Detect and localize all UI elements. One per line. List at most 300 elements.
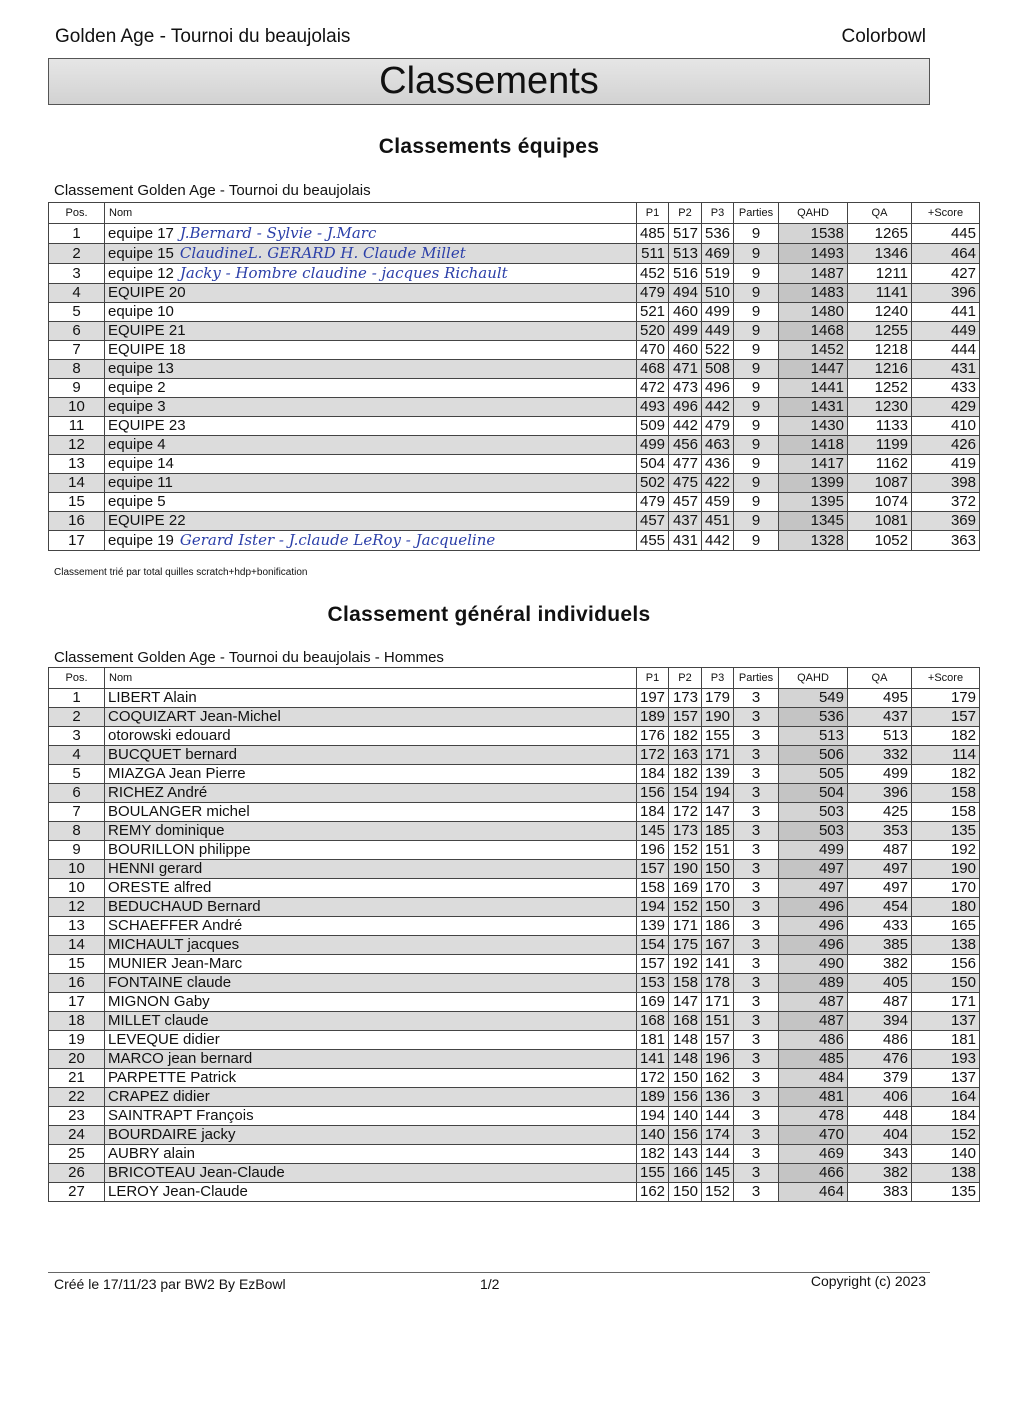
- pos-cell: 9: [49, 841, 105, 860]
- parties-cell: 3: [734, 1088, 779, 1107]
- table-row: [49, 936, 980, 955]
- p3-cell: 469: [702, 244, 734, 264]
- table-row: [49, 1107, 980, 1126]
- table-row: [49, 322, 980, 341]
- table-row: [49, 455, 980, 474]
- p3-cell: 139: [702, 765, 734, 784]
- parties-cell: 3: [734, 898, 779, 917]
- pos-cell: 26: [49, 1164, 105, 1183]
- p1-cell: 172: [637, 1069, 669, 1088]
- p3-cell: 510: [702, 284, 734, 303]
- score-cell: 171: [912, 993, 980, 1012]
- p1-cell: 194: [637, 898, 669, 917]
- qahd-cell: 549: [779, 689, 848, 708]
- score-cell: 372: [912, 493, 980, 512]
- p3-cell: 186: [702, 917, 734, 936]
- p3-cell: 496: [702, 379, 734, 398]
- table-row: [49, 1164, 980, 1183]
- parties-cell: 3: [734, 936, 779, 955]
- score-cell: 156: [912, 955, 980, 974]
- p2-cell: 150: [669, 1069, 702, 1088]
- parties-cell: 9: [734, 244, 779, 264]
- p1-cell: 509: [637, 417, 669, 436]
- p2-cell: 192: [669, 955, 702, 974]
- p3-cell: 178: [702, 974, 734, 993]
- pos-cell: 15: [49, 493, 105, 512]
- score-cell: 137: [912, 1069, 980, 1088]
- col-qa-header: QA: [848, 203, 912, 224]
- qahd-cell: 1328: [779, 531, 848, 551]
- p1-cell: 502: [637, 474, 669, 493]
- pos-cell: 13: [49, 455, 105, 474]
- name-cell: otorowski edouard: [105, 727, 637, 746]
- table-row: [49, 1183, 980, 1202]
- qahd-cell: 1480: [779, 303, 848, 322]
- name-cell: EQUIPE 18: [105, 341, 637, 360]
- qa-cell: 486: [848, 1031, 912, 1050]
- p3-cell: 174: [702, 1126, 734, 1145]
- p2-cell: 169: [669, 879, 702, 898]
- p3-cell: 194: [702, 784, 734, 803]
- table-row: [49, 531, 980, 551]
- p3-cell: 145: [702, 1164, 734, 1183]
- p2-cell: 494: [669, 284, 702, 303]
- col-qahd-header: QAHD: [779, 668, 848, 689]
- score-cell: 427: [912, 264, 980, 284]
- table-row: [49, 1088, 980, 1107]
- p3-cell: 196: [702, 1050, 734, 1069]
- p1-cell: 452: [637, 264, 669, 284]
- parties-cell: 3: [734, 1183, 779, 1202]
- qahd-cell: 503: [779, 803, 848, 822]
- p1-cell: 184: [637, 803, 669, 822]
- p1-cell: 155: [637, 1164, 669, 1183]
- table-row: [49, 264, 980, 284]
- p1-cell: 520: [637, 322, 669, 341]
- name-cell: BOULANGER michel: [105, 803, 637, 822]
- qa-cell: 437: [848, 708, 912, 727]
- p2-cell: 152: [669, 841, 702, 860]
- table-row: [49, 993, 980, 1012]
- p1-cell: 521: [637, 303, 669, 322]
- col-pos-header: Pos.: [49, 668, 105, 689]
- pos-cell: 17: [49, 993, 105, 1012]
- p2-cell: 431: [669, 531, 702, 551]
- p2-cell: 471: [669, 360, 702, 379]
- qa-cell: 1211: [848, 264, 912, 284]
- p2-cell: 513: [669, 244, 702, 264]
- p3-cell: 463: [702, 436, 734, 455]
- p1-cell: 189: [637, 1088, 669, 1107]
- score-cell: 137: [912, 1012, 980, 1031]
- qa-cell: 513: [848, 727, 912, 746]
- p2-cell: 156: [669, 1126, 702, 1145]
- col-score-header: +Score: [912, 203, 980, 224]
- p2-cell: 148: [669, 1031, 702, 1050]
- parties-cell: 9: [734, 417, 779, 436]
- p2-cell: 158: [669, 974, 702, 993]
- table-row: [49, 784, 980, 803]
- qa-cell: 1240: [848, 303, 912, 322]
- qahd-cell: 1417: [779, 455, 848, 474]
- p2-cell: 147: [669, 993, 702, 1012]
- pos-cell: 10: [49, 398, 105, 417]
- p1-cell: 157: [637, 955, 669, 974]
- name-cell: MARCO jean bernard: [105, 1050, 637, 1069]
- score-cell: 182: [912, 727, 980, 746]
- table-row: [49, 955, 980, 974]
- parties-cell: 3: [734, 860, 779, 879]
- qahd-cell: 484: [779, 1069, 848, 1088]
- qa-cell: 1133: [848, 417, 912, 436]
- col-p2-header: P2: [669, 203, 702, 224]
- qa-cell: 487: [848, 841, 912, 860]
- name-cell: MIGNON Gaby: [105, 993, 637, 1012]
- p2-cell: 456: [669, 436, 702, 455]
- name-cell: equipe 10: [105, 303, 637, 322]
- score-cell: 441: [912, 303, 980, 322]
- p3-cell: 422: [702, 474, 734, 493]
- handwritten-note: J.Bernard - Sylvie - J.Marc: [179, 224, 377, 242]
- p1-cell: 479: [637, 284, 669, 303]
- score-cell: 192: [912, 841, 980, 860]
- p2-cell: 460: [669, 303, 702, 322]
- name-cell: MILLET claude: [105, 1012, 637, 1031]
- parties-cell: 9: [734, 303, 779, 322]
- p1-cell: 156: [637, 784, 669, 803]
- pos-cell: 8: [49, 360, 105, 379]
- score-cell: 158: [912, 784, 980, 803]
- score-cell: 398: [912, 474, 980, 493]
- parties-cell: 9: [734, 398, 779, 417]
- qa-cell: 1052: [848, 531, 912, 551]
- p3-cell: 151: [702, 1012, 734, 1031]
- p1-cell: 145: [637, 822, 669, 841]
- table-row: [49, 974, 980, 993]
- p1-cell: 504: [637, 455, 669, 474]
- parties-cell: 3: [734, 1126, 779, 1145]
- p2-cell: 171: [669, 917, 702, 936]
- qahd-cell: 481: [779, 1088, 848, 1107]
- p2-cell: 175: [669, 936, 702, 955]
- qahd-cell: 485: [779, 1050, 848, 1069]
- qahd-cell: 486: [779, 1031, 848, 1050]
- score-cell: 157: [912, 708, 980, 727]
- parties-cell: 9: [734, 284, 779, 303]
- name-cell: EQUIPE 22: [105, 512, 637, 531]
- pos-cell: 6: [49, 784, 105, 803]
- p2-cell: 190: [669, 860, 702, 879]
- name-cell: HENNI gerard: [105, 860, 637, 879]
- col-score-header: +Score: [912, 668, 980, 689]
- p3-cell: 179: [702, 689, 734, 708]
- qahd-cell: 466: [779, 1164, 848, 1183]
- score-cell: 190: [912, 860, 980, 879]
- score-cell: 363: [912, 531, 980, 551]
- table-row: [49, 708, 980, 727]
- name-cell: SCHAEFFER André: [105, 917, 637, 936]
- p2-cell: 475: [669, 474, 702, 493]
- p3-cell: 151: [702, 841, 734, 860]
- p3-cell: 144: [702, 1107, 734, 1126]
- handwritten-note: Gerard Ister - J.claude LeRoy - Jacqueline: [179, 531, 496, 549]
- name-cell: BEDUCHAUD Bernard: [105, 898, 637, 917]
- p2-cell: 517: [669, 224, 702, 244]
- pos-cell: 12: [49, 898, 105, 917]
- qahd-cell: 1452: [779, 341, 848, 360]
- table-row: [49, 244, 980, 264]
- pos-cell: 6: [49, 322, 105, 341]
- p2-cell: 156: [669, 1088, 702, 1107]
- name-cell: equipe 2: [105, 379, 637, 398]
- qahd-cell: 496: [779, 917, 848, 936]
- table-row: [49, 417, 980, 436]
- qa-cell: 497: [848, 879, 912, 898]
- p1-cell: 457: [637, 512, 669, 531]
- p3-cell: 522: [702, 341, 734, 360]
- name-cell: AUBRY alain: [105, 1145, 637, 1164]
- table-row: [49, 727, 980, 746]
- table-row: [49, 341, 980, 360]
- pos-cell: 4: [49, 284, 105, 303]
- pos-cell: 5: [49, 303, 105, 322]
- score-cell: 179: [912, 689, 980, 708]
- parties-cell: 3: [734, 708, 779, 727]
- p1-cell: 139: [637, 917, 669, 936]
- pos-cell: 1: [49, 689, 105, 708]
- parties-cell: 9: [734, 474, 779, 493]
- score-cell: 114: [912, 746, 980, 765]
- score-cell: 182: [912, 765, 980, 784]
- p2-cell: 182: [669, 727, 702, 746]
- qa-cell: 433: [848, 917, 912, 936]
- col-p1-header: P1: [637, 668, 669, 689]
- parties-cell: 9: [734, 512, 779, 531]
- p2-cell: 473: [669, 379, 702, 398]
- pos-cell: 14: [49, 936, 105, 955]
- p1-cell: 470: [637, 341, 669, 360]
- score-cell: 419: [912, 455, 980, 474]
- footer-created: Créé le 17/11/23 par BW2 By EzBowl: [54, 1276, 286, 1292]
- score-cell: 140: [912, 1145, 980, 1164]
- p2-cell: 150: [669, 1183, 702, 1202]
- parties-cell: 9: [734, 531, 779, 551]
- p3-cell: 147: [702, 803, 734, 822]
- parties-cell: 9: [734, 493, 779, 512]
- parties-cell: 3: [734, 803, 779, 822]
- p1-cell: 189: [637, 708, 669, 727]
- qa-cell: 394: [848, 1012, 912, 1031]
- qa-cell: 332: [848, 746, 912, 765]
- name-cell: EQUIPE 21: [105, 322, 637, 341]
- name-cell: MICHAULT jacques: [105, 936, 637, 955]
- qahd-cell: 513: [779, 727, 848, 746]
- name-cell: equipe 15 ClaudineL. GERARD H. Claude Millet: [105, 244, 637, 264]
- parties-cell: 3: [734, 727, 779, 746]
- pos-cell: 10: [49, 879, 105, 898]
- qahd-cell: 469: [779, 1145, 848, 1164]
- p2-cell: 437: [669, 512, 702, 531]
- parties-cell: 3: [734, 765, 779, 784]
- pos-cell: 14: [49, 474, 105, 493]
- name-cell: BOURDAIRE jacky: [105, 1126, 637, 1145]
- qahd-cell: 470: [779, 1126, 848, 1145]
- name-cell: BUCQUET bernard: [105, 746, 637, 765]
- score-cell: 181: [912, 1031, 980, 1050]
- p3-cell: 150: [702, 860, 734, 879]
- name-cell: MIAZGA Jean Pierre: [105, 765, 637, 784]
- pos-cell: 17: [49, 531, 105, 551]
- p3-cell: 436: [702, 455, 734, 474]
- qahd-cell: 1418: [779, 436, 848, 455]
- table-row: [49, 493, 980, 512]
- table-row: [49, 746, 980, 765]
- parties-cell: 3: [734, 917, 779, 936]
- p3-cell: 136: [702, 1088, 734, 1107]
- pos-cell: 21: [49, 1069, 105, 1088]
- qahd-cell: 1345: [779, 512, 848, 531]
- p1-cell: 455: [637, 531, 669, 551]
- pos-cell: 22: [49, 1088, 105, 1107]
- qa-cell: 382: [848, 955, 912, 974]
- parties-cell: 3: [734, 1164, 779, 1183]
- p2-cell: 163: [669, 746, 702, 765]
- parties-cell: 9: [734, 379, 779, 398]
- name-cell: equipe 4: [105, 436, 637, 455]
- qahd-cell: 1395: [779, 493, 848, 512]
- table-row: [49, 1069, 980, 1088]
- p1-cell: 140: [637, 1126, 669, 1145]
- header-venue: Colorbowl: [841, 26, 926, 47]
- table-row: [49, 360, 980, 379]
- parties-cell: 3: [734, 1107, 779, 1126]
- p3-cell: 170: [702, 879, 734, 898]
- p3-cell: 155: [702, 727, 734, 746]
- p2-cell: 173: [669, 822, 702, 841]
- p1-cell: 176: [637, 727, 669, 746]
- qahd-cell: 496: [779, 936, 848, 955]
- table-row: [49, 224, 980, 244]
- qa-cell: 1346: [848, 244, 912, 264]
- score-cell: 158: [912, 803, 980, 822]
- p1-cell: 196: [637, 841, 669, 860]
- handwritten-note: ClaudineL. GERARD H. Claude Millet: [179, 244, 466, 262]
- pos-cell: 3: [49, 264, 105, 284]
- qahd-cell: 464: [779, 1183, 848, 1202]
- table-row: [49, 436, 980, 455]
- name-cell: LIBERT Alain: [105, 689, 637, 708]
- table-row: [49, 474, 980, 493]
- pos-cell: 2: [49, 244, 105, 264]
- qa-cell: 448: [848, 1107, 912, 1126]
- qa-cell: 1230: [848, 398, 912, 417]
- parties-cell: 3: [734, 879, 779, 898]
- qa-cell: 499: [848, 765, 912, 784]
- pos-cell: 7: [49, 341, 105, 360]
- table-row: [49, 1145, 980, 1164]
- p3-cell: 190: [702, 708, 734, 727]
- name-cell: ORESTE alfred: [105, 879, 637, 898]
- page-title: Classements: [48, 58, 930, 105]
- parties-cell: 3: [734, 1069, 779, 1088]
- qa-cell: 1141: [848, 284, 912, 303]
- p2-cell: 166: [669, 1164, 702, 1183]
- p3-cell: 152: [702, 1183, 734, 1202]
- p1-cell: 468: [637, 360, 669, 379]
- qahd-cell: 506: [779, 746, 848, 765]
- table-row: [49, 1050, 980, 1069]
- p2-cell: 516: [669, 264, 702, 284]
- name-cell: EQUIPE 20: [105, 284, 637, 303]
- p3-cell: 171: [702, 993, 734, 1012]
- parties-cell: 3: [734, 746, 779, 765]
- p2-cell: 152: [669, 898, 702, 917]
- pos-cell: 16: [49, 974, 105, 993]
- p2-cell: 140: [669, 1107, 702, 1126]
- p1-cell: 485: [637, 224, 669, 244]
- p3-cell: 451: [702, 512, 734, 531]
- qa-cell: 1162: [848, 455, 912, 474]
- p3-cell: 185: [702, 822, 734, 841]
- qa-cell: 497: [848, 860, 912, 879]
- score-cell: 433: [912, 379, 980, 398]
- qahd-cell: 504: [779, 784, 848, 803]
- qa-cell: 1255: [848, 322, 912, 341]
- pos-cell: 13: [49, 917, 105, 936]
- pos-cell: 2: [49, 708, 105, 727]
- table-row: [49, 1031, 980, 1050]
- table-row: [49, 803, 980, 822]
- parties-cell: 9: [734, 224, 779, 244]
- pos-cell: 18: [49, 1012, 105, 1031]
- p3-cell: 442: [702, 398, 734, 417]
- qahd-cell: 1399: [779, 474, 848, 493]
- p3-cell: 479: [702, 417, 734, 436]
- name-cell: equipe 11: [105, 474, 637, 493]
- qahd-cell: 497: [779, 879, 848, 898]
- p3-cell: 141: [702, 955, 734, 974]
- table-row: [49, 303, 980, 322]
- name-cell: equipe 3: [105, 398, 637, 417]
- score-cell: 180: [912, 898, 980, 917]
- qahd-cell: 487: [779, 1012, 848, 1031]
- pos-cell: 24: [49, 1126, 105, 1145]
- p2-cell: 499: [669, 322, 702, 341]
- qahd-cell: 1468: [779, 322, 848, 341]
- table-row: [49, 917, 980, 936]
- p3-cell: 157: [702, 1031, 734, 1050]
- qahd-cell: 489: [779, 974, 848, 993]
- pos-cell: 1: [49, 224, 105, 244]
- p3-cell: 499: [702, 303, 734, 322]
- col-qa-header: QA: [848, 668, 912, 689]
- name-cell: REMY dominique: [105, 822, 637, 841]
- name-cell: SAINTRAPT François: [105, 1107, 637, 1126]
- qahd-cell: 536: [779, 708, 848, 727]
- qa-cell: 404: [848, 1126, 912, 1145]
- name-cell: BRICOTEAU Jean-Claude: [105, 1164, 637, 1183]
- pos-cell: 19: [49, 1031, 105, 1050]
- qa-cell: 405: [848, 974, 912, 993]
- qa-cell: 425: [848, 803, 912, 822]
- name-cell: CRAPEZ didier: [105, 1088, 637, 1107]
- parties-cell: 3: [734, 1031, 779, 1050]
- parties-cell: 3: [734, 689, 779, 708]
- p1-cell: 181: [637, 1031, 669, 1050]
- p1-cell: 499: [637, 436, 669, 455]
- table-row: [49, 689, 980, 708]
- score-cell: 464: [912, 244, 980, 264]
